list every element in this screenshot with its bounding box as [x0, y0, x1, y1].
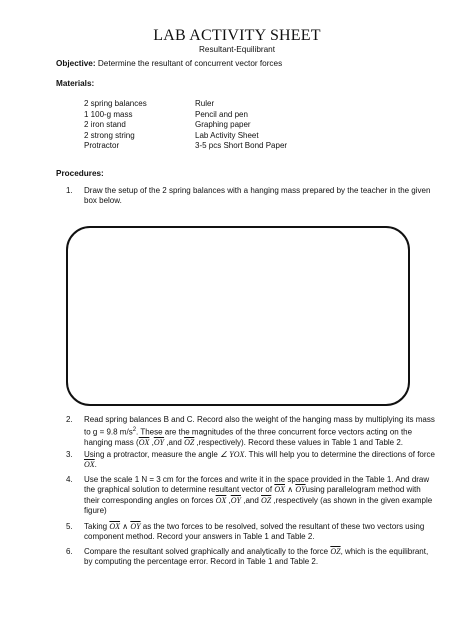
- objective-label: Objective:: [56, 59, 96, 68]
- material-item: Graphing paper: [195, 120, 251, 129]
- page-title: LAB ACTIVITY SHEET: [153, 27, 321, 44]
- material-item: 2 iron stand: [84, 120, 126, 129]
- vector-oz: $\overline{OZ}$: [184, 438, 195, 448]
- step-text: Use the scale 1 N = 3 cm for the forces and write it in the space provided in the Table 1. And draw the graphical solution to determine resultant vector of $\overline{OX}$ ∧ $\overline{OY}using$ parallelogram method with their corresponding angles on forces $\overline{OX}$ $,\overline{OY}$ ,and $\overline{OZ}$ ,respectively (as shown in the given example figure): [84, 475, 433, 516]
- vector-oz: $\overline{OZ}$: [330, 547, 341, 556]
- vector-ox: $\overline{OX}$: [215, 495, 227, 505]
- materials-list: [84, 99, 287, 152]
- vector-ox: $\overline{OX}$: [84, 460, 95, 470]
- vector-ox: $\overline{OX}$: [109, 522, 121, 531]
- step-text: Read spring balances B and C. Record also the weight of the hanging mass by multiplying its mass to g = 9.8 $m/s^2$. These are the magnitudes of the three concurrent force vectors acting on the hanging mass ($\overline{OX}$ $,\overline{OY}$ ,and $\overline{OZ}$ ,respectively). Record these values in Table 1 and Table 2.: [84, 415, 435, 448]
- material-item: 2 strong string: [84, 130, 135, 140]
- material-item: 1 100-g mass: [84, 109, 133, 119]
- vector-oz: $\overline{OZ}$: [261, 495, 272, 505]
- materials-row: [84, 120, 287, 131]
- vector-ox: $\overline{OX}$: [138, 438, 150, 448]
- drawing-box[interactable]: [66, 226, 410, 406]
- materials-row: [84, 99, 287, 110]
- material-item: 2 spring balances: [84, 99, 147, 108]
- objective-line: [56, 59, 282, 68]
- vector-oy: $\overline{OY}$: [230, 495, 241, 505]
- objective-text: Determine the resultant of concurrent vector forces: [95, 59, 283, 68]
- materials-heading: Materials:: [56, 79, 95, 88]
- material-item: Protractor: [84, 141, 120, 150]
- page-subtitle: Resultant-Equilibrant: [198, 45, 275, 54]
- step-number: 6.: [66, 547, 73, 556]
- step-text: Using a protractor, measure the angle ∠ YOX. This will help you to determine the directions of force $\overline{OX}$.: [84, 450, 435, 470]
- procedures-heading: Procedures:: [56, 169, 104, 178]
- angle-yox: ∠ YOX: [220, 450, 245, 459]
- material-item: Pencil and pen: [195, 109, 248, 119]
- materials-row: [84, 110, 287, 121]
- materials-row: [84, 131, 287, 142]
- vector-oy: $\overline{OY}$: [153, 438, 165, 448]
- step-text: Draw the setup of the 2 spring balances with a hanging mass prepared by the teacher in the given box below.: [84, 186, 431, 206]
- step-number: 5.: [66, 522, 73, 531]
- step-number: 1.: [66, 186, 73, 195]
- step-number: 2.: [66, 415, 73, 424]
- material-item: 3-5 pcs Short Bond Paper: [195, 141, 288, 150]
- materials-row: [84, 141, 287, 152]
- vector-oy: $\overline{OY}$: [295, 485, 306, 495]
- step-number: 4.: [66, 475, 73, 484]
- material-item: Ruler: [195, 99, 215, 108]
- step-text: Compare the resultant solved graphically and analytically to the force $\overline{OZ}$, which is the equilibrant, by computing the percentage error. Record in Table 1 and Table 2.: [84, 547, 429, 567]
- vector-oy: $\overline{OY}$: [130, 522, 141, 531]
- vector-ox: $\overline{OX}$: [274, 485, 285, 495]
- material-item: Lab Activity Sheet: [195, 130, 259, 140]
- step-text: Taking $\overline{OX}$ ∧ $\overline{OY}$ as the two forces to be resolved, solved the resultant of these two vectors using component method. Record your answers in Table 1 and Table 2.: [84, 522, 425, 542]
- step-number: 3.: [66, 450, 73, 459]
